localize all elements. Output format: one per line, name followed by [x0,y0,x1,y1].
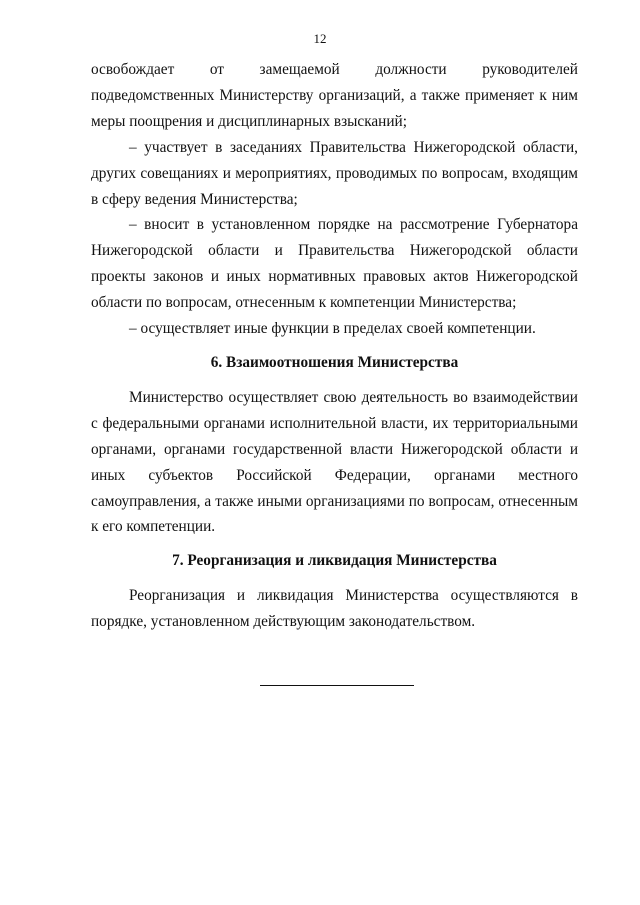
list-item-participates: – участвует в заседаниях Правительства Нижегородской области, других совещаниях и мероприятиях, проводимых по вопросам, входящим в сферу ведения Министерства; [91,138,578,208]
list-item-submits-drafts: – вносит в установленном порядке на рассмотрение Губернатора Нижегородской области и Правительства Нижегородской области проекты законов и иных нормативных правовых актов Нижегородской области по вопросам, отнесенным к компетенции Министерства; [91,216,578,312]
paragraph-dismissal-powers: освобождает от замещаемой должности руководителей подведомственных Министерству организаций, а также применяет к ним меры поощрения и дисциплинарных взысканий; [91,61,578,130]
end-divider-line [260,685,414,686]
section-7-paragraph: Реорганизация и ликвидация Министерства осуществляются в порядке, установленном действующим законодательством. [91,587,578,631]
document-body [91,57,578,635]
list-item-other-functions: – осуществляет иные функции в пределах своей компетенции. [129,320,536,338]
section-7-heading: 7. Реорганизация и ликвидация Министерства [172,552,497,570]
section-6-heading: 6. Взаимоотношения Министерства [210,353,459,371]
page-number: 12 [313,31,327,46]
section-6-paragraph: Министерство осуществляет свою деятельность во взаимодействии с федеральными органами исполнительной власти, их территориальными органами, органами государственной власти Нижегородской области и иных субъектов Российской Федерации, органами местного самоуправления, а также иными организациями по вопросам, отнесенным к его компетенции. [91,388,578,536]
